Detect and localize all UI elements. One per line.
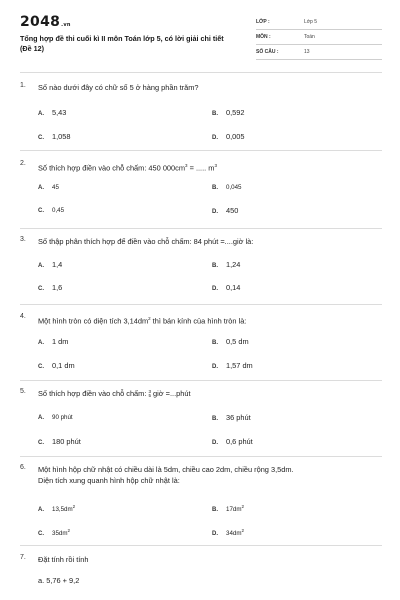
divider — [20, 545, 382, 546]
question-number: 2. — [20, 160, 26, 167]
option-text: 1,24 — [226, 260, 241, 269]
superscript: 2 — [72, 504, 76, 509]
meta-value: 13 — [304, 49, 310, 55]
option-text: 0,1 dm — [52, 361, 75, 370]
question-text: Đặt tính rồi tính — [38, 555, 89, 564]
question-1 — [20, 82, 382, 142]
question-text: Số thập phân thích hợp để điền vào chỗ chấm: 84 phút =....giờ là: — [38, 237, 254, 246]
option-d[interactable]: D. 1,57 dm — [212, 361, 253, 370]
divider — [20, 456, 382, 457]
option-d[interactable]: D. $34dm^2$ — [212, 528, 244, 538]
question-5 — [20, 388, 382, 448]
question-number: 5. — [20, 388, 26, 395]
option-text: 180 phút — [52, 437, 81, 446]
option-text: 0,592 — [226, 108, 245, 117]
document-title-line1: Tổng hợp đề thi cuối kì II môn Toán lớp 5, có lời giải chi tiết — [20, 34, 224, 43]
question-text — [38, 464, 382, 486]
option-b[interactable]: B. 0,592 — [212, 108, 245, 117]
option-text: 0,045 — [226, 184, 242, 191]
question-text-part: Một hình tròn có diện tích 3,14dm — [38, 316, 149, 326]
fraction-numerator: 3 — [148, 389, 151, 395]
meta-label: LỚP : — [256, 19, 270, 25]
question-text-part: Số thích hợp điền vào chỗ chấm: 450 000cm — [38, 163, 186, 173]
option-text: 1,6 — [52, 283, 63, 292]
superscript: 2 — [241, 504, 244, 509]
document-title — [20, 34, 245, 54]
option-d[interactable]: D. 450 — [212, 206, 239, 215]
superscript: 2 — [148, 316, 151, 321]
meta-value: Lớp 5 — [304, 19, 318, 25]
option-a[interactable]: A. $13,5dm^2$ — [38, 504, 76, 514]
option-text: 0,5 dm — [226, 337, 249, 346]
option-b[interactable]: B. 36 phút — [212, 413, 251, 422]
logo-text: 2048 — [20, 14, 61, 30]
option-c[interactable]: C. 1,058 — [38, 132, 71, 141]
option-text: 1,4 — [52, 260, 63, 269]
option-d[interactable]: D. 0,005 — [212, 132, 245, 141]
option-a[interactable]: A. 45 — [38, 184, 59, 191]
question-text — [38, 160, 382, 173]
option-text: 0,6 phút — [226, 437, 253, 446]
question-4 — [20, 313, 382, 373]
page-header — [20, 14, 382, 66]
question-number: 6. — [20, 464, 26, 471]
question-text-part: thì bán kính của hình tròn là: — [150, 316, 247, 326]
question-6 — [20, 464, 382, 540]
option-a[interactable]: A. 1 dm — [38, 337, 69, 346]
option-text: 1,058 — [52, 132, 71, 141]
option-text: 36 phút — [226, 413, 251, 422]
option-text: 5,43 — [52, 108, 67, 117]
site-logo[interactable] — [20, 14, 71, 30]
option-b[interactable]: B. 1,24 — [212, 260, 241, 269]
divider — [20, 150, 382, 151]
option-c[interactable]: C. $35dm^2$ — [38, 528, 70, 538]
option-text: 45 — [52, 184, 59, 191]
meta-row-subject — [256, 31, 382, 45]
option-text: 90 phút — [52, 414, 73, 421]
divider — [20, 380, 382, 381]
meta-row-count — [256, 46, 382, 60]
option-d[interactable]: D. 0,14 — [212, 283, 241, 292]
question-text-line1: Một hình hộp chữ nhật có chiều dài là 5dm, chiều cao 2dm, chiều rộng 3,5dm. — [38, 465, 294, 474]
question-text-part: giờ =...phút — [150, 389, 191, 398]
option-b[interactable]: B. 0,5 dm — [212, 337, 249, 346]
option-c[interactable]: C. 180 phút — [38, 437, 81, 446]
option-text: 450 — [226, 206, 239, 215]
meta-label: SỐ CÂU : — [256, 49, 279, 55]
meta-row-class — [256, 16, 382, 30]
document-meta — [256, 16, 382, 61]
option-text: 1 dm — [52, 337, 69, 346]
option-c[interactable]: C. 1,6 — [38, 283, 63, 292]
question-text-line2: Diện tích xung quanh hình hộp chữ nhật là: — [38, 476, 180, 485]
option-text: 0,45 — [52, 207, 65, 214]
question-text — [38, 313, 382, 326]
option-text: 17dm — [226, 506, 242, 514]
question-7 — [20, 554, 382, 594]
superscript: 2 — [241, 528, 244, 533]
option-c[interactable]: C. 0,1 dm — [38, 361, 75, 370]
option-c[interactable]: C. 0,45 — [38, 207, 65, 214]
question-3 — [20, 236, 382, 296]
fraction-denominator: 5 — [148, 393, 151, 399]
option-text: 1,57 dm — [226, 361, 253, 370]
question-2 — [20, 160, 382, 220]
option-a[interactable]: A. 90 phút — [38, 414, 73, 421]
question-number: 1. — [20, 82, 26, 89]
question-text-part: Số thích hợp điền vào chỗ chấm: — [38, 389, 149, 398]
option-a[interactable]: A. 5,43 — [38, 108, 67, 117]
document-title-line2: (Đề 12) — [20, 44, 44, 53]
option-d[interactable]: D. 0,6 phút — [212, 437, 253, 446]
option-text: 13,5dm — [52, 506, 73, 514]
question-text: Số nào dưới đây có chữ số 5 ở hàng phần trăm? — [38, 83, 199, 92]
option-b[interactable]: B. 0,045 — [212, 184, 242, 191]
meta-label: MÔN : — [256, 34, 271, 40]
sub-question-a: a. 5,76 + 9,2 — [38, 576, 80, 585]
divider — [20, 72, 382, 73]
superscript: 2 — [67, 528, 70, 533]
question-number: 4. — [20, 313, 26, 320]
superscript: 3 — [185, 163, 188, 168]
divider — [20, 228, 382, 229]
option-text: 34dm — [226, 530, 242, 538]
logo-suffix: .vn — [61, 22, 71, 28]
option-b[interactable]: B. $17dm^2$ — [212, 504, 244, 514]
superscript: 3 — [214, 163, 217, 168]
question-number: 7. — [20, 554, 26, 561]
option-a[interactable]: A. 1,4 — [38, 260, 63, 269]
option-text: 0,005 — [226, 132, 245, 141]
question-number: 3. — [20, 236, 26, 243]
meta-value: Toán — [304, 34, 315, 40]
question-text — [38, 388, 382, 399]
divider — [20, 304, 382, 305]
option-text: 35dm — [52, 530, 68, 538]
option-text: 0,14 — [226, 283, 241, 292]
question-text-part: = ..... m — [187, 163, 215, 173]
